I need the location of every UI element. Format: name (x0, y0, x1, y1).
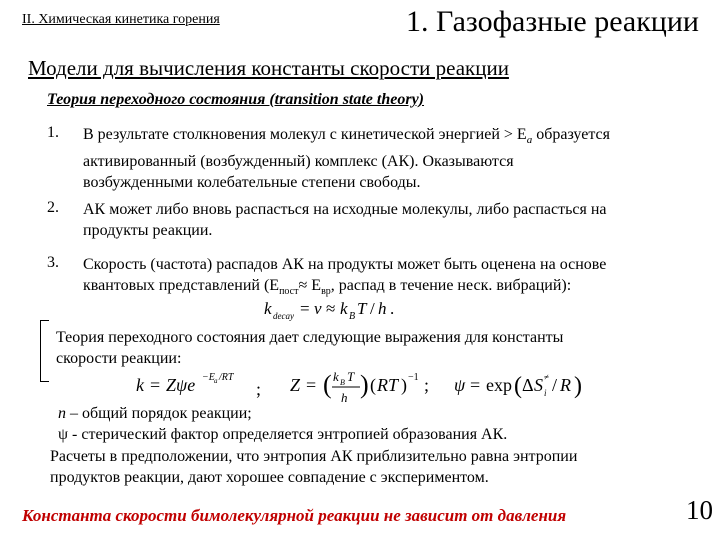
svg-text:Z: Z (290, 375, 301, 395)
svg-text:k: k (333, 369, 339, 384)
slide-title: 1. Газофазные реакции (406, 5, 699, 38)
svg-text:;: ; (424, 375, 430, 395)
svg-text:exp: exp (486, 375, 512, 395)
list-item-number: 1. (47, 124, 59, 141)
svg-text:/RT: /RT (219, 372, 234, 383)
svg-text:.: . (390, 299, 395, 318)
svg-text:/: / (552, 375, 558, 395)
slide-subtitle: Модели для вычисления константы скорости реакции (28, 56, 509, 80)
svg-text:R: R (560, 375, 571, 395)
svg-text:ψ: ψ (454, 375, 466, 395)
svg-text:;: ; (256, 379, 262, 399)
svg-text:=: = (300, 299, 310, 318)
list-item-line: продукты реакции. (83, 222, 213, 239)
page-number: 10 (686, 495, 713, 525)
list-item (83, 199, 703, 241)
svg-text:(: ( (514, 373, 522, 399)
theory-heading: Теория переходного состояния (transition state theory) (47, 91, 425, 108)
section-label: II. Химическая кинетика горения (22, 12, 220, 27)
svg-text:=: = (150, 375, 161, 395)
svg-text:=: = (306, 375, 317, 395)
note-steric: ψ - стерический фактор определяется энтропией образования АК. (58, 426, 508, 443)
svg-text:/: / (370, 299, 375, 318)
svg-text:ν: ν (314, 299, 322, 318)
svg-text:k: k (136, 375, 144, 395)
note-order: n – общий порядок реакции; (58, 405, 252, 422)
svg-text:): ) (401, 375, 407, 395)
svg-text:h: h (341, 390, 348, 405)
list-item-line: квантовых представлений ($E_{пост}\approx E_{вр}$, распад в течение неск. вибраций): (83, 277, 572, 298)
k-formula (136, 372, 261, 399)
kdecay-formula (262, 294, 442, 328)
svg-text:Zψe: Zψe (166, 375, 196, 395)
svg-text:): ) (574, 373, 582, 399)
svg-text:Δ: Δ (522, 375, 534, 395)
svg-text:decay: decay (273, 311, 294, 321)
svg-text:k: k (340, 299, 348, 318)
list-item (83, 124, 703, 193)
svg-text:S: S (534, 375, 543, 395)
decorative-bracket (40, 320, 49, 382)
conclusion-text: Константа скорости бимолекулярной реакции не зависит от давления (22, 506, 567, 525)
list-item-number: 2. (47, 199, 59, 216)
svg-text:T: T (347, 369, 355, 384)
svg-text:≈: ≈ (326, 299, 336, 318)
svg-text:(: ( (370, 375, 376, 395)
psi-formula (454, 372, 582, 399)
svg-text:h: h (378, 299, 387, 318)
list-item-line: Скорость (частота) распадов АК на продукты может быть оценена на основе (83, 256, 607, 273)
svg-text:−1: −1 (408, 372, 419, 383)
svg-text:RT: RT (377, 375, 399, 395)
note-calculation: Расчеты в предположении, что энтропия АК приблизительно равна энтропии продуктов реакции, дают хорошее совпадение с экспериментом. (50, 448, 578, 486)
list-item-number: 3. (47, 254, 59, 271)
svg-text:): ) (360, 370, 369, 399)
svg-text:B: B (349, 311, 356, 322)
svg-text:=: = (470, 375, 481, 395)
list-item-line: возбужденными колебательные степени свободы. (83, 174, 421, 192)
description-text: Теория переходного состояния дает следующие выражения для константы скорости реакции: (56, 329, 564, 367)
z-formula (290, 369, 429, 405)
svg-text:(: ( (323, 370, 332, 399)
list-item-line: активированный (возбужденный) комплекс (АК). Оказываются (83, 153, 514, 171)
svg-text:k: k (264, 299, 272, 318)
list-item-line: В результате столкновения молекул с кинетической энергией > $E_a$ образуется (83, 126, 610, 147)
svg-text:B: B (340, 378, 345, 387)
list-item-line: АК может либо вновь распасться на исходные молекулы, либо распасться на (83, 201, 607, 218)
svg-text:≠: ≠ (544, 372, 549, 382)
svg-text:T: T (357, 299, 367, 318)
svg-text:a: a (214, 377, 218, 385)
svg-text:−E: −E (202, 372, 215, 383)
svg-text:i: i (544, 388, 547, 398)
